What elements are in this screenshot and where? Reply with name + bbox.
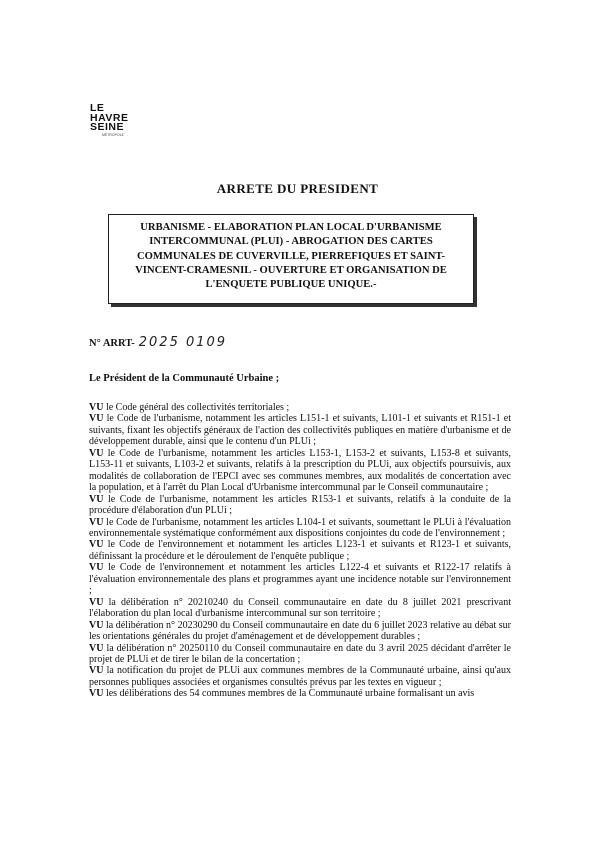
vu-text: le Code de l'urbanisme, notamment les articles L151-1 et suivants, L101-1 et suivants et R151-1 et suivants, fixant les objectifs généraux de l'action des collectivités publiques en matière d'urbanisme et de développement durable, ainsi que le contenu d'un PLUi ; — [89, 413, 511, 448]
vu-prefix: VU — [89, 516, 104, 528]
president-line: Le Président de la Communauté Urbaine ; — [89, 373, 280, 384]
subject-text: URBANISME - ELABORATION PLAN LOCAL D'URBANISME INTERCOMMUNAL (PLUI) - ABROGATION DES CARTES COMMUNALES DE CUVERVILLE, PIERREFIQUES ET SAINT-VINCENT-CRAMESNIL - OUVERTURE ET ORGANISATION DE L'ENQUETE PUBLIQUE UNIQUE.- — [135, 222, 447, 291]
vu-prefix: VU — [89, 493, 104, 505]
vu-item — [89, 448, 511, 494]
vu-item — [89, 597, 511, 620]
metropole-logo — [90, 104, 128, 137]
vu-item — [89, 665, 511, 688]
vu-list — [89, 402, 511, 700]
arrete-number-label: N° ARRT- — [89, 338, 135, 349]
vu-prefix: VU — [89, 413, 104, 425]
vu-prefix: VU — [89, 665, 104, 677]
vu-item — [89, 688, 511, 699]
vu-item — [89, 643, 511, 666]
subject-box — [108, 214, 474, 304]
vu-text: le Code de l'urbanisme, notamment les articles L153-1, L153-2 et suivants, L153-8 et suivants, L153-11 et suivants, L103-2 et suivants, relatifs à la prescription du PLUi, aux objectifs poursuivis, aux modalités de collaboration de l'EPCI avec ses communes membres, aux modalités de concertation avec la population, et à l'arrêt du Plan Local d'Urbanisme intercommunal par le Conseil communautaire ; — [89, 447, 511, 494]
vu-item — [89, 517, 511, 540]
vu-prefix: VU — [89, 539, 104, 551]
vu-prefix: VU — [89, 562, 104, 574]
vu-text: la délibération n° 20250110 du Conseil communautaire en date du 3 avril 2025 décidant d'arrêter le projet de PLUi et de tirer le bilan de la concertation ; — [89, 642, 511, 665]
vu-text: le Code de l'urbanisme, notamment les articles L104-1 et suivants, soumettant le PLUi à l'évaluation environnementale systématique conformément aux dispositions conjointes du code de l'environnement ; — [89, 516, 511, 539]
vu-item — [89, 620, 511, 643]
vu-item — [89, 539, 511, 562]
vu-text: les délibérations des 54 communes membres de la Communauté urbaine formalisant un avis — [103, 688, 475, 700]
vu-text: le Code général des collectivités territoriales ; — [103, 402, 290, 413]
arrete-number-handwritten: 2025 0109 — [138, 335, 228, 350]
document-title: ARRETE DU PRESIDENT — [216, 181, 379, 196]
logo-line-1: LE — [90, 102, 105, 114]
vu-prefix: VU — [89, 596, 104, 608]
vu-prefix: VU — [89, 688, 104, 700]
vu-item — [89, 413, 511, 447]
vu-text: la notification du projet de PLUi aux communes membres de la Communauté urbaine, ainsi qu'aux personnes publiques associées et organismes consultés prévus par les textes en vigueur ; — [89, 665, 511, 688]
vu-prefix: VU — [89, 447, 104, 459]
vu-text: le Code de l'environnement et notamment les articles L123-1 et suivants et R123-1 et suivants, définissant la procédure et le déroulement de l'enquête publique ; — [89, 539, 511, 562]
logo-subtitle: MÉTROPOLE — [102, 132, 124, 137]
vu-text: le Code de l'environnement et notamment les articles L122-4 et suivants et R122-17 relatifs à l'évaluation environnementale des plans et programmes ayant une incidence notable sur l'environnement ; — [89, 562, 511, 597]
arrete-number-line — [89, 335, 227, 350]
vu-prefix: VU — [89, 619, 104, 631]
vu-text: le Code de l'urbanisme, notamment les articles R153-1 et suivants, relatifs à la conduite de la procédure d'élaboration d'un PLUi ; — [89, 493, 511, 517]
vu-item — [89, 402, 511, 413]
vu-item — [89, 562, 511, 596]
vu-text: la délibération n° 20210240 du Conseil communautaire en date du 8 juillet 2021 prescrivant l'élaboration du plan local d'urbanisme intercommunal sur son territoire ; — [89, 596, 511, 620]
logo-line-3: SEINE — [90, 121, 125, 133]
vu-text: la délibération n° 20230290 du Conseil communautaire en date du 6 juillet 2023 relative au débat sur les orientations générales du projet d'aménagement et de développement durables ; — [89, 619, 511, 643]
vu-item — [89, 494, 511, 517]
logo-line-2: HAVRE — [90, 111, 129, 124]
vu-prefix: VU — [89, 642, 104, 654]
vu-prefix: VU — [89, 402, 104, 413]
